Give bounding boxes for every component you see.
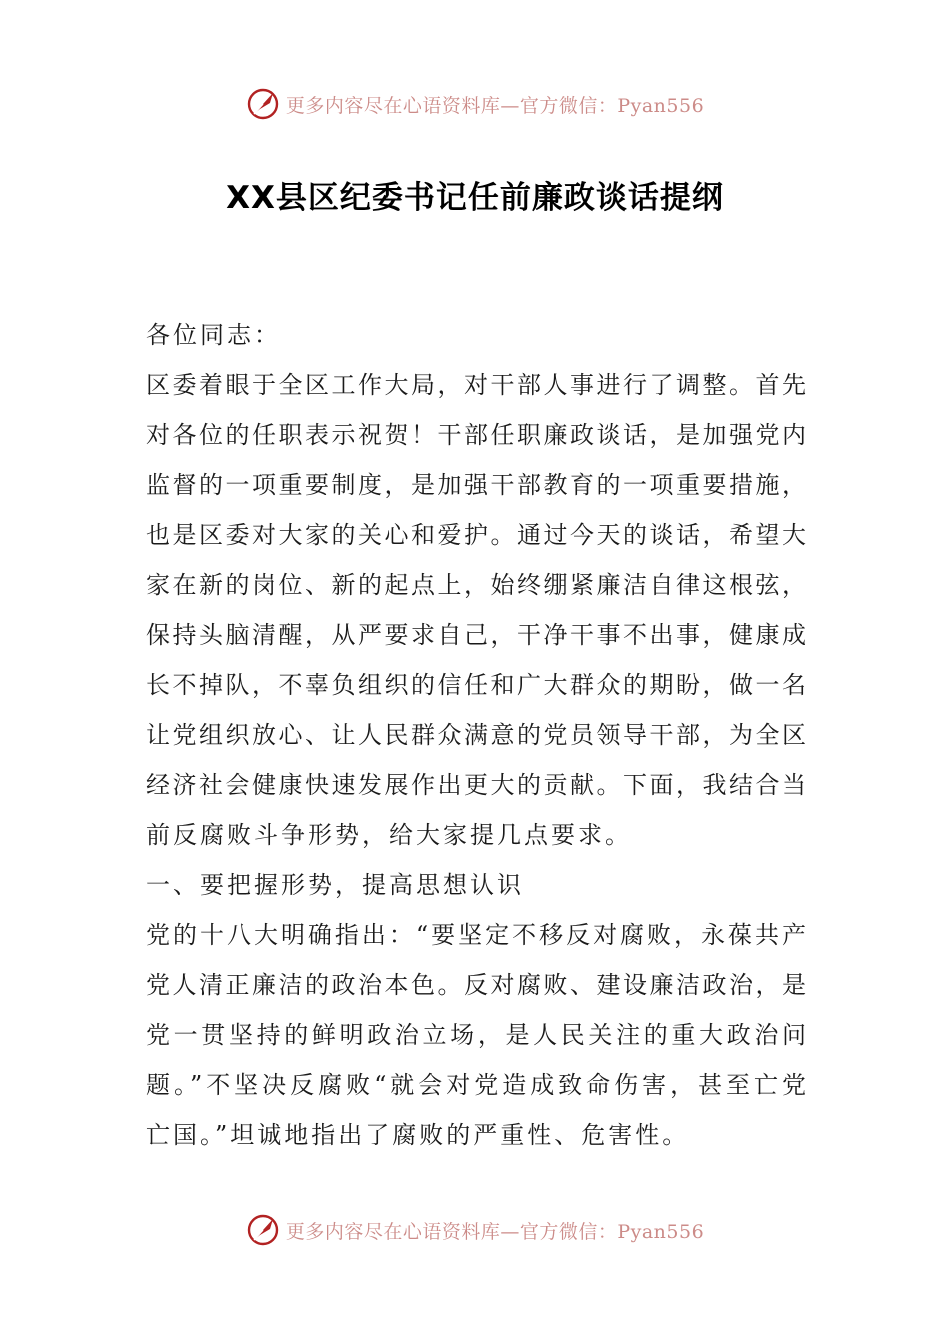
paragraph-line: 党的十八大明确指出：“要坚定不移反对腐败，永葆共产: [146, 921, 806, 949]
paragraph-line: 亡国。”坦诚地指出了腐败的严重性、危害性。: [146, 1121, 690, 1149]
section-heading: 一、要把握形势，提高思想认识: [146, 871, 524, 899]
paragraph-line: 党一贯坚持的鲜明政治立场，是人民关注的重大政治问: [146, 1021, 806, 1049]
header-watermark: [0, 84, 950, 124]
paragraph-line: 家在新的岗位、新的起点上，始终绷紧廉洁自律这根弦，: [146, 571, 806, 599]
paragraph-line: 也是区委对大家的关心和爱护。通过今天的谈话，希望大: [146, 521, 806, 549]
salutation-line: 各位同志：: [146, 321, 281, 349]
paragraph-line: 区委着眼于全区工作大局，对干部人事进行了调整。首先: [146, 371, 806, 399]
header-watermark-text: 更多内容尽在心语资料库—官方微信：Pyan556: [285, 94, 705, 117]
paragraph-line: 监督的一项重要制度，是加强干部教育的一项重要措施，: [146, 471, 806, 499]
paragraph-line: 长不掉队，不辜负组织的信任和广大群众的期盼，做一名: [146, 671, 806, 699]
paragraph-line: 题。”不坚决反腐败“就会对党造成致命伤害，甚至亡党: [146, 1071, 806, 1099]
footer-watermark-text: 更多内容尽在心语资料库—官方微信：Pyan556: [285, 1220, 705, 1243]
quill-logo-icon: [246, 1213, 280, 1247]
document-title: XX县区纪委书记任前廉政谈话提纲: [226, 180, 724, 216]
paragraph-line: 党人清正廉洁的政治本色。反对腐败、建设廉洁政治，是: [146, 971, 806, 999]
document-body: [146, 310, 806, 1160]
paragraph-line: 对各位的任职表示祝贺！干部任职廉政谈话，是加强党内: [146, 421, 806, 449]
paragraph-line: 保持头脑清醒，从严要求自己，干净干事不出事，健康成: [146, 621, 806, 649]
paragraph-line: 前反腐败斗争形势，给大家提几点要求。: [146, 821, 632, 849]
quill-logo-icon: [246, 87, 280, 121]
paragraph-line: 让党组织放心、让人民群众满意的党员领导干部，为全区: [146, 721, 806, 749]
paragraph-line: 经济社会健康快速发展作出更大的贡献。下面，我结合当: [146, 771, 806, 799]
footer-watermark: [0, 1210, 950, 1250]
